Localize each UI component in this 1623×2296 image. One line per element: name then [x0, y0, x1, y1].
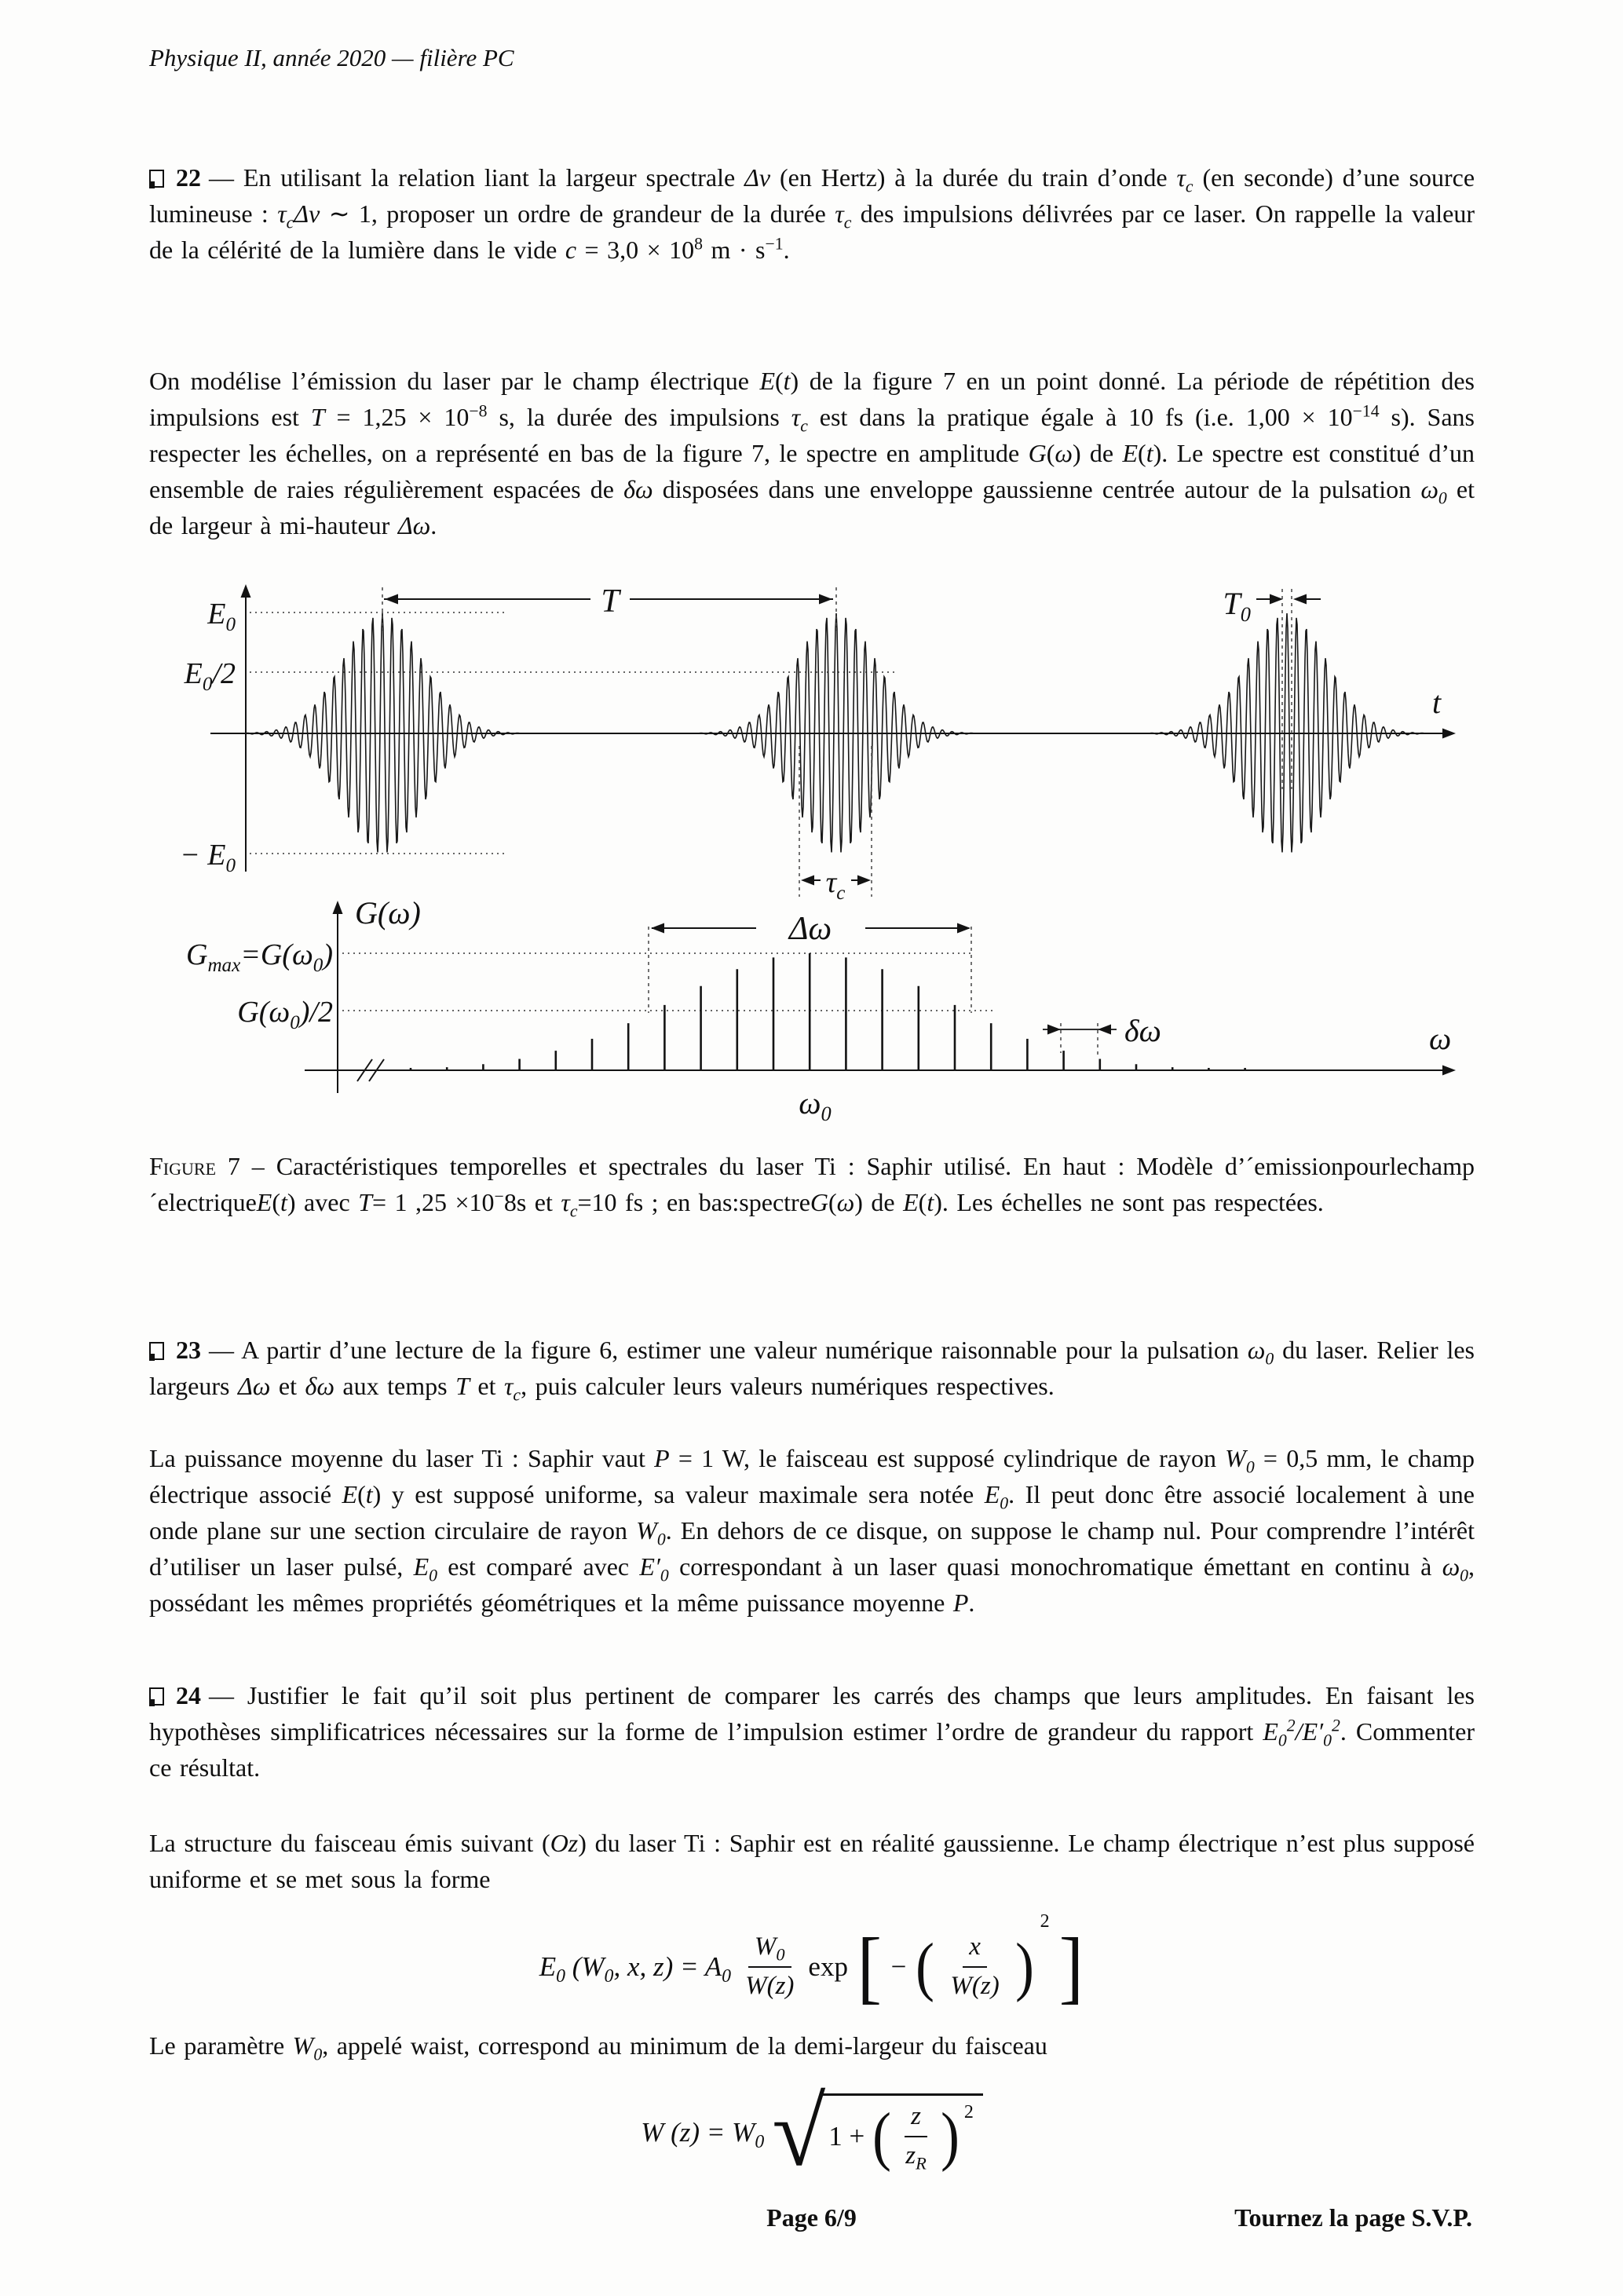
- figure-caption: [149, 1148, 1475, 1220]
- question-number: 24: [176, 1681, 201, 1709]
- svg-text:T0: $T_0$: [1223, 586, 1251, 626]
- question-text: — A partir d’une lecture de la figure 6, estimer une valeur numérique raisonnable pour la pulsation $\omega_0$ du laser. Relier les largeurs Δω et δω aux temps T et $\tau_c$, puis calculer leurs valeurs numériques respectives.: [149, 1336, 1475, 1405]
- paragraph-modelisation: On modélise l’émission du laser par le champ électrique E(t) de la figure 7 en un point donné. La période de répétition des impulsions est $T = 1,25 \times 10^{-8}$ s, la durée des impulsions $\tau_c$ est dans la pratique égale à 10 fs (i.e. $1,00 \times 10^{-14}$ s). Sans respecter les échelles, on a représenté en bas de la figure 7, le spectre en amplitude G(ω) de E(t). Le spectre est constitué d’un ensemble de raies régulièrement espacées de δω disposées dans une enveloppe gaussienne centrée autour de la pulsation $\omega_0$ et de largeur à mi-hauteur Δω.: [149, 367, 1475, 539]
- radicand: 1 + ( $\frac{z}{z_R}$ ) 2: [821, 2093, 983, 2172]
- question-text: — En utilisant la relation liant la largeur spectrale Δν (en Hertz) à la durée du train d’onde $\tau_c$ (en seconde) d’une source lumineuse : $\tau_c\Delta\nu$ ∼ 1, proposer un ordre de grandeur de la durée $\tau_c$ des impulsions délivrées par ce laser. On rappelle la valeur de la célérité de la lumière dans le vide $c = 3,0 \times 10^8$ $m \cdot s^{-1}$.: [149, 163, 1475, 264]
- question-number: 22: [176, 163, 201, 192]
- question-23: [149, 1332, 1475, 1404]
- svg-text:ω: ω: [1429, 1021, 1452, 1056]
- equation-beam-width: W $(z) = W_0$ √ 1 + ( $\frac{z}{z_R}$ ) 2: [149, 2070, 1475, 2195]
- svg-text:G(ω0)/2: $G(\omega_0)/2$: [237, 996, 333, 1033]
- equation-gaussian-field: $E_0$ ($W_0$, x, $z) = A_0$ $\frac{W_0}{W(z)}$ exp [ − ( $\frac{x}{W(z)}$ ) 2 ]: [539, 1911, 1084, 2012]
- footer-turn-note: Tournez la page S.V.P.: [1234, 2203, 1472, 2232]
- question-22: [149, 159, 1475, 268]
- fraction: $\frac{z}{z_R}$: [905, 2102, 927, 2174]
- checkbox-icon: [149, 170, 164, 188]
- exponent: 2: [1040, 1911, 1050, 1932]
- laser-pulse-and-spectrum-figure: [118, 573, 1570, 1139]
- checkbox-icon: [149, 1687, 164, 1706]
- figure-caption-text: Caractéristiques temporelles et spectrales du laser Ti : Saphir utilisé. En haut : Modèle d’´emissionpourlechamp´electriqueE(t) avec T= 1 ,25 ×10−8s et $\tau_c=10$ fs ; en bas:spectreG(ω) de E(t). Les échelles ne sont pas respectées.: [149, 1152, 1475, 1221]
- svg-text:ω0: $\omega_0$: [799, 1085, 832, 1125]
- paragraph-structure: La structure du faisceau émis suivant (Oz) du laser Ti : Saphir est en réalité gaussienne. Le champ électrique n’est plus supposé uniforme et se met sous la forme: [149, 1829, 1475, 1893]
- fraction: $\frac{W_0}{W(z)}$: [745, 1932, 795, 2000]
- figure-caption-label: Figure 7 –: [149, 1152, 265, 1180]
- exponent: 2: [963, 2102, 974, 2123]
- paragraph-puissance: La puissance moyenne du laser Ti : Saphir vaut P = 1 W, le faisceau est supposé cylindrique de rayon $W_0 = 0,5$ mm, le champ électrique associé E(t) y est supposé uniforme, sa valeur maximale sera notée $E_0$. Il peut donc être associé localement à une onde plane sur une section circulaire de rayon $W_0$. En dehors de ce disque, on suppose le champ nul. Pour comprendre l’intérêt d’utiliser un laser pulsé, $E_0$ est comparé avec $E'_0$ correspondant à un laser quasi monochromatique émettant en continu à $\omega_0$, possédant les mêmes propriétés géométriques et la même puissance moyenne P.: [149, 1444, 1475, 1617]
- svg-text:T: T: [601, 583, 620, 620]
- svg-text:E0: $E_0$: [207, 598, 236, 635]
- paragraph-waist: Le paramètre $W_0$, appelé waist, correspond au minimum de la demi-largeur du faisceau: [149, 2031, 1047, 2064]
- page-header: Physique II, année 2020 — filière PC: [149, 44, 514, 71]
- equation-lhs: W $(z) = W_0$: [641, 2117, 765, 2152]
- question-number: 23: [176, 1336, 201, 1364]
- svg-text:Δω: Δω: [788, 911, 832, 947]
- svg-text:δω: δω: [1124, 1013, 1161, 1048]
- checkbox-icon: [149, 1342, 164, 1360]
- svg-text:Gmax=G(ω0): $G_{max}=G(\omega_0)$: [185, 938, 333, 976]
- svg-text:τc: $\tau_c$: [825, 866, 846, 904]
- exp-operator: exp: [808, 1951, 848, 1982]
- minus-sign: −: [890, 1951, 907, 1982]
- svg-text:− E0: − $E_0$: [180, 839, 236, 876]
- equation-lhs: $E_0$ ($W_0$, x, $z) = A_0$: [539, 1951, 732, 1987]
- question-24: [149, 1677, 1475, 1786]
- svg-text:E0/2: $E_0/2$: [184, 657, 236, 695]
- question-text: — Justifier le fait qu’il soit plus pertinent de comparer les carrés des champs que leurs amplitudes. En faisant les hypothèses simplificatrices nécessaires sur la forme de l’impulsion estimer l’ordre de grandeur du rapport $E_0^2/E'_0^2$. Commenter ce résultat.: [149, 1681, 1475, 1782]
- svg-text:t: t: [1432, 685, 1442, 720]
- svg-text:G(ω): G(ω): [355, 895, 421, 930]
- footer-page-number: Page 6/9: [766, 2203, 857, 2232]
- fraction: $\frac{x}{W(z)}$: [950, 1932, 1000, 2000]
- figure-7-plot: [118, 573, 1570, 1139]
